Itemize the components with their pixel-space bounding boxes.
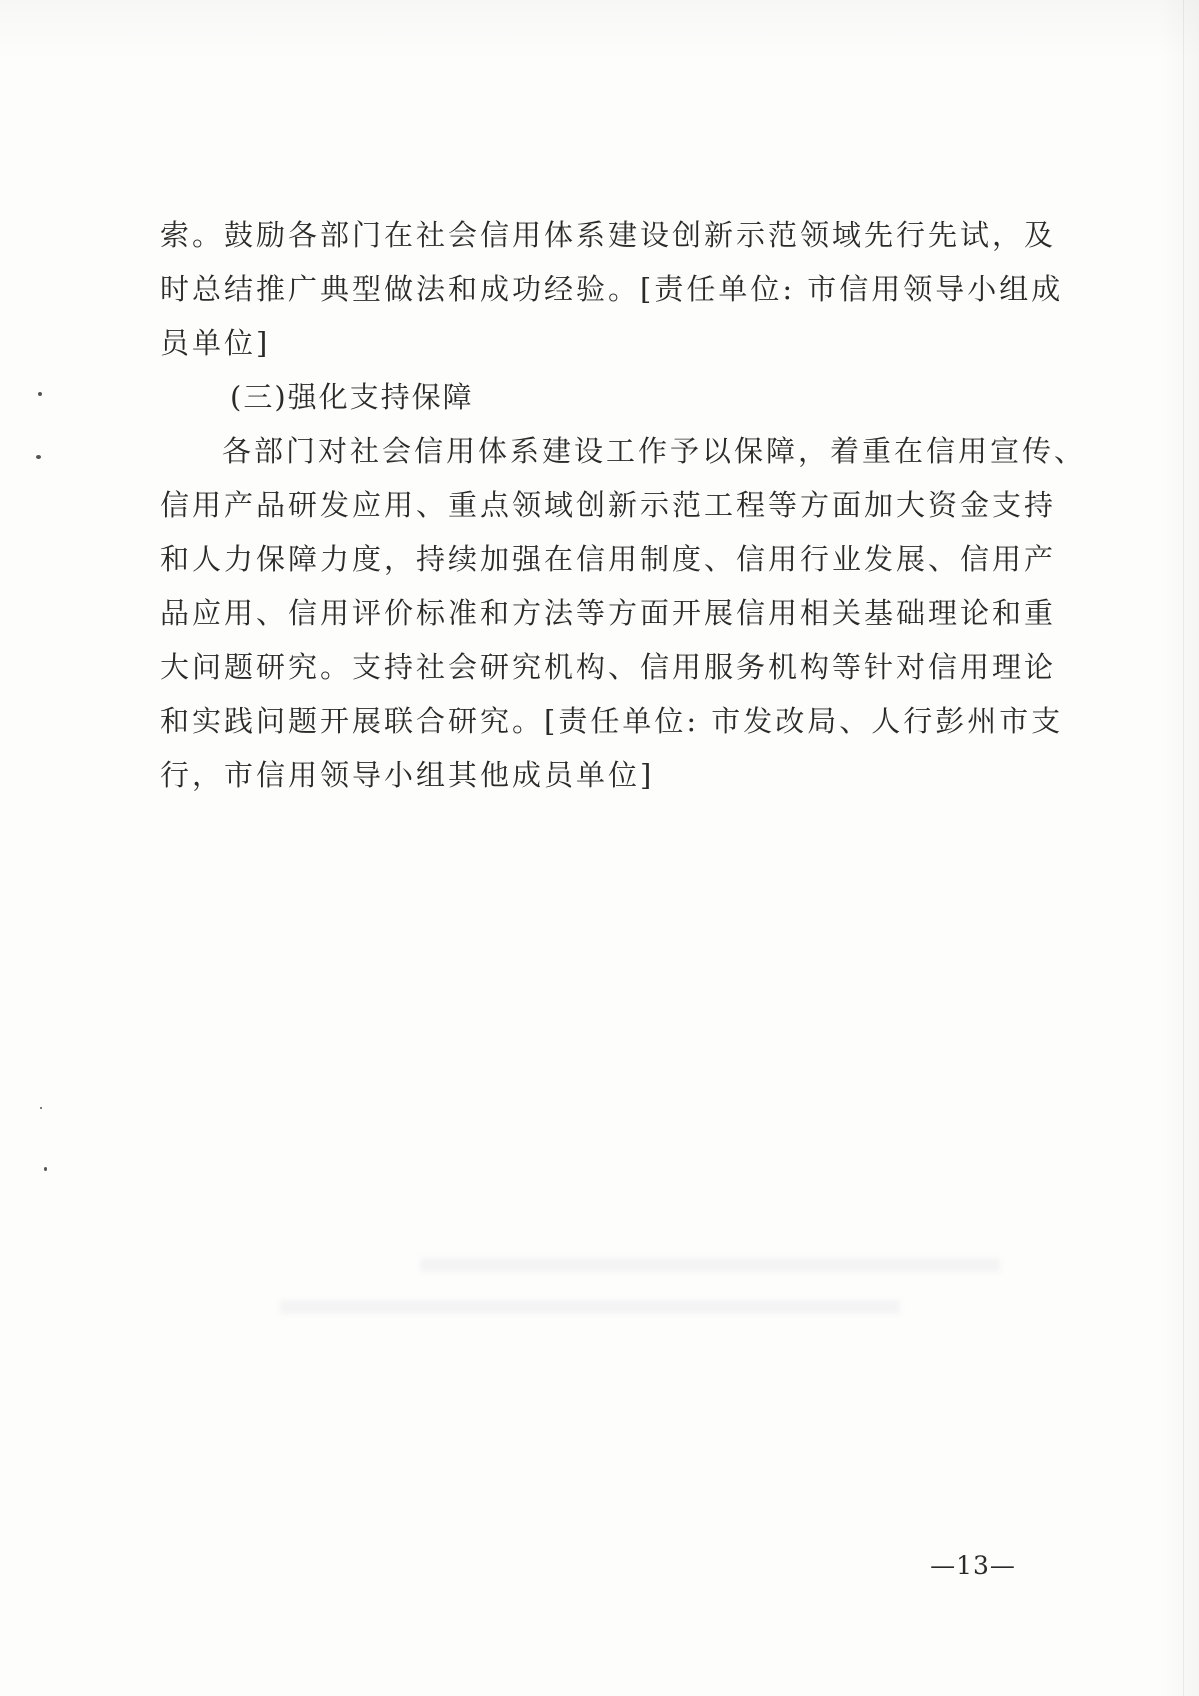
paragraph-line: 行，市信用领导小组其他成员单位] xyxy=(160,758,655,792)
scan-speck xyxy=(40,1107,42,1109)
paragraph-line: 索。鼓励各部门在社会信用体系建设创新示范领域先行先试，及 xyxy=(160,218,1057,252)
scan-speck xyxy=(44,1167,47,1171)
page-number: —13— xyxy=(930,1551,1016,1580)
scan-speck xyxy=(38,392,42,396)
paragraph-line: 各部门对社会信用体系建设工作予以保障，着重在信用宣传、 xyxy=(222,434,1087,468)
body-text xyxy=(160,208,1087,802)
scan-bleed-through xyxy=(420,1258,1000,1272)
paragraph-line: 员单位] xyxy=(160,326,271,360)
scan-bleed-through xyxy=(280,1300,900,1314)
paragraph-line: 信用产品研发应用、重点领域创新示范工程等方面加大资金支持 xyxy=(160,488,1057,522)
paragraph-line: 和人力保障力度，持续加强在信用制度、信用行业发展、信用产 xyxy=(160,542,1057,576)
section-heading: (三)强化支持保障 xyxy=(230,380,474,414)
paragraph-line: 时总结推广典型做法和成功经验。[责任单位: 市信用领导小组成 xyxy=(160,272,1064,306)
paragraph-line: 和实践问题开展联合研究。[责任单位: 市发改局、人行彭州市支 xyxy=(160,704,1064,738)
scan-edge xyxy=(1183,0,1184,1696)
scan-speck xyxy=(36,455,41,459)
paragraph-line: 品应用、信用评价标准和方法等方面开展信用相关基础理论和重 xyxy=(160,596,1057,630)
paragraph-line: 大问题研究。支持社会研究机构、信用服务机构等针对信用理论 xyxy=(160,650,1057,684)
